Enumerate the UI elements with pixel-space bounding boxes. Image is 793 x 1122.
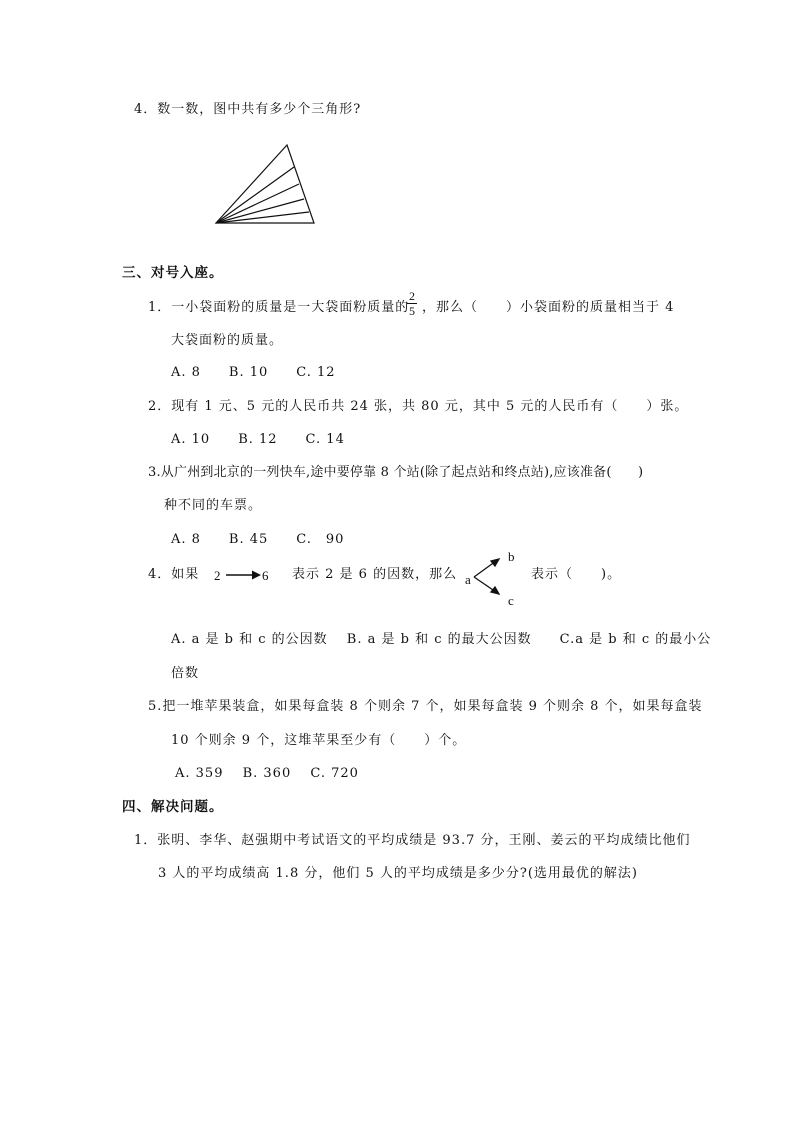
section4-title: 四、解决问题。 [122, 799, 224, 815]
triangle-fan-figure [210, 140, 320, 230]
s3-q3-line1: 3.从广州到北京的一列快车,途中要停靠 8 个站(除了起点站和终点站),应该准备( ) [148, 465, 644, 480]
s3-q3-options: A. 8 B. 45 C. 90 [171, 532, 345, 547]
node-a-label: a [465, 572, 471, 587]
node-b-label: b [508, 549, 515, 564]
branch-arrows-icon [474, 556, 504, 598]
node-c-label: c [508, 593, 514, 608]
s3-q4-middle: 表示 2 是 6 的因数，那么 [292, 567, 458, 582]
s3-q4-prefix: 4．如果 [148, 567, 200, 582]
arrow-to-label: 6 [262, 568, 269, 583]
s3-q4-options-line1: A. a 是 b 和 c 的公因数 B. a 是 b 和 c 的最大公因数 C.a 是 b 和 c 的最小公 [171, 632, 712, 647]
s3-q5-line1: 5.把一堆苹果装盒，如果每盒装 8 个则余 7 个，如果每盒装 9 个则余 8 个，如果每盒装 [148, 699, 703, 714]
s3-q3-line2: 种不同的车票。 [164, 498, 263, 513]
fraction-numerator: 2 [409, 289, 415, 303]
question-count-triangles: 4．数一数，图中共有多少个三角形? [134, 102, 362, 117]
fraction-denominator: 5 [409, 304, 415, 318]
s3-q2-options: A. 10 B. 12 C. 14 [171, 432, 345, 447]
s3-q1-options: A. 8 B. 10 C. 12 [171, 365, 336, 380]
arrow-from-label: 2 [214, 568, 221, 583]
s3-q1-fraction [407, 290, 417, 317]
s3-q2-text: 2．现有 1 元、5 元的人民币共 24 张，共 80 元，其中 5 元的人民币有（ ）张。 [148, 399, 689, 414]
s3-q1-part2: ，那么（ ）小袋面粉的质量相当于 4 [422, 300, 675, 315]
s4-q1-line1: 1．张明、李华、赵强期中考试语文的平均成绩是 93.7 分，王刚、姜云的平均成绩比他们 [134, 833, 691, 848]
s4-q1-line2: 3 人的平均成绩高 1.8 分，他们 5 人的平均成绩是多少分?(选用最优的解法) [158, 866, 638, 881]
s3-q1-line2: 大袋面粉的质量。 [171, 333, 284, 348]
s3-q5-line2: 10 个则余 9 个，这堆苹果至少有（ ）个。 [171, 733, 467, 748]
section3-title: 三、对号入座。 [122, 265, 224, 281]
s3-q5-options: A. 359 B. 360 C. 720 [175, 766, 359, 781]
s3-q4-options-line2: 倍数 [171, 666, 200, 681]
right-arrow-icon [226, 569, 262, 581]
s3-q4-suffix: 表示（ )。 [531, 567, 622, 582]
s3-q1-part1: 1．一小袋面粉的质量是一大袋面粉质量的 [148, 300, 410, 315]
